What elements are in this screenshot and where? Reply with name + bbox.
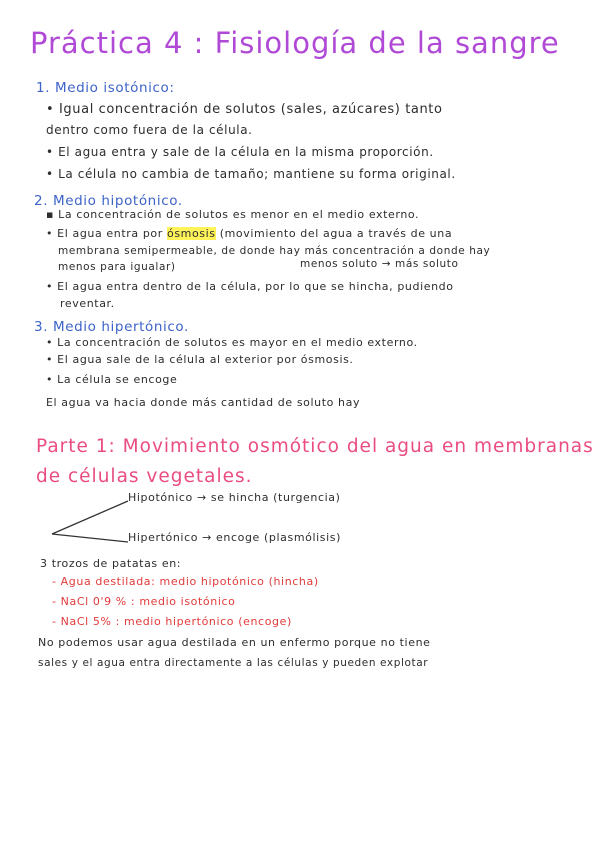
hypotonic-line-2-start: • El agua entra por [46, 227, 163, 240]
isotonic-line-3: • El agua entra y sale de la célula en la misma proporción. [46, 145, 434, 159]
heading-hypotonic: 2. Medio hipotónico. [34, 193, 183, 209]
hypotonic-line-5: • El agua entra dentro de la célula, por lo que se hincha, pudiendo [46, 280, 454, 293]
hypotonic-line-4b: menos soluto → más soluto [300, 258, 459, 270]
part1-title-line2: de células vegetales. [36, 466, 253, 487]
heading-isotonic: 1. Medio isotónico: [36, 80, 175, 96]
part1-title-line1: Parte 1: Movimiento osmótico del agua en membranas [36, 436, 594, 457]
hypertonic-line-3: • La célula se encoge [46, 373, 178, 386]
hypertonic-note: El agua va hacia donde más cantidad de soluto hay [46, 396, 361, 409]
isotonic-line-1: • Igual concentración de solutos (sales, azúcares) tanto [46, 102, 443, 117]
branch-hypertonic: Hipertónico → encoge (plasmólisis) [128, 531, 341, 544]
hypotonic-line-4a: menos para igualar) [58, 261, 176, 273]
potato-item-1: - Agua destilada: medio hipotónico (hincha) [52, 575, 319, 588]
hypotonic-line-3: membrana semipermeable, de donde hay más concentración a donde hay [58, 245, 491, 257]
page-title: Práctica 4 : Fisiología de la sangre [30, 26, 560, 60]
isotonic-line-4: • La célula no cambia de tamaño; mantiene su forma original. [46, 167, 456, 181]
hypertonic-line-1: • La concentración de solutos es mayor en el medio externo. [46, 336, 418, 349]
hypotonic-line-2 [46, 227, 452, 240]
potato-intro: 3 trozos de patatas en: [40, 557, 182, 570]
hypotonic-line-6: reventar. [60, 297, 115, 310]
hypotonic-line-2-end: (movimiento del agua a través de una [219, 227, 453, 240]
branch-line-bottom [52, 534, 128, 542]
hypertonic-line-2: • El agua sale de la célula al exterior por ósmosis. [46, 353, 354, 366]
note-line-1: No podemos usar agua destilada en un enfermo porque no tiene [38, 636, 431, 649]
branch-hypotonic: Hipotónico → se hincha (turgencia) [128, 491, 341, 504]
branch-line-top [52, 501, 128, 534]
potato-item-3: - NaCl 5% : medio hipertónico (encoge) [52, 615, 292, 628]
potato-item-2: - NaCl 0'9 % : medio isotónico [52, 595, 236, 608]
heading-hypertonic: 3. Medio hipertónico. [34, 319, 189, 335]
branch-diagram [50, 500, 140, 544]
note-line-2: sales y el agua entra directamente a las células y pueden explotar [38, 657, 429, 669]
hypotonic-line-1: ▪ La concentración de solutos es menor en el medio externo. [46, 208, 420, 221]
isotonic-line-2: dentro como fuera de la célula. [46, 123, 253, 137]
osmosis-highlight: ósmosis [166, 227, 216, 240]
